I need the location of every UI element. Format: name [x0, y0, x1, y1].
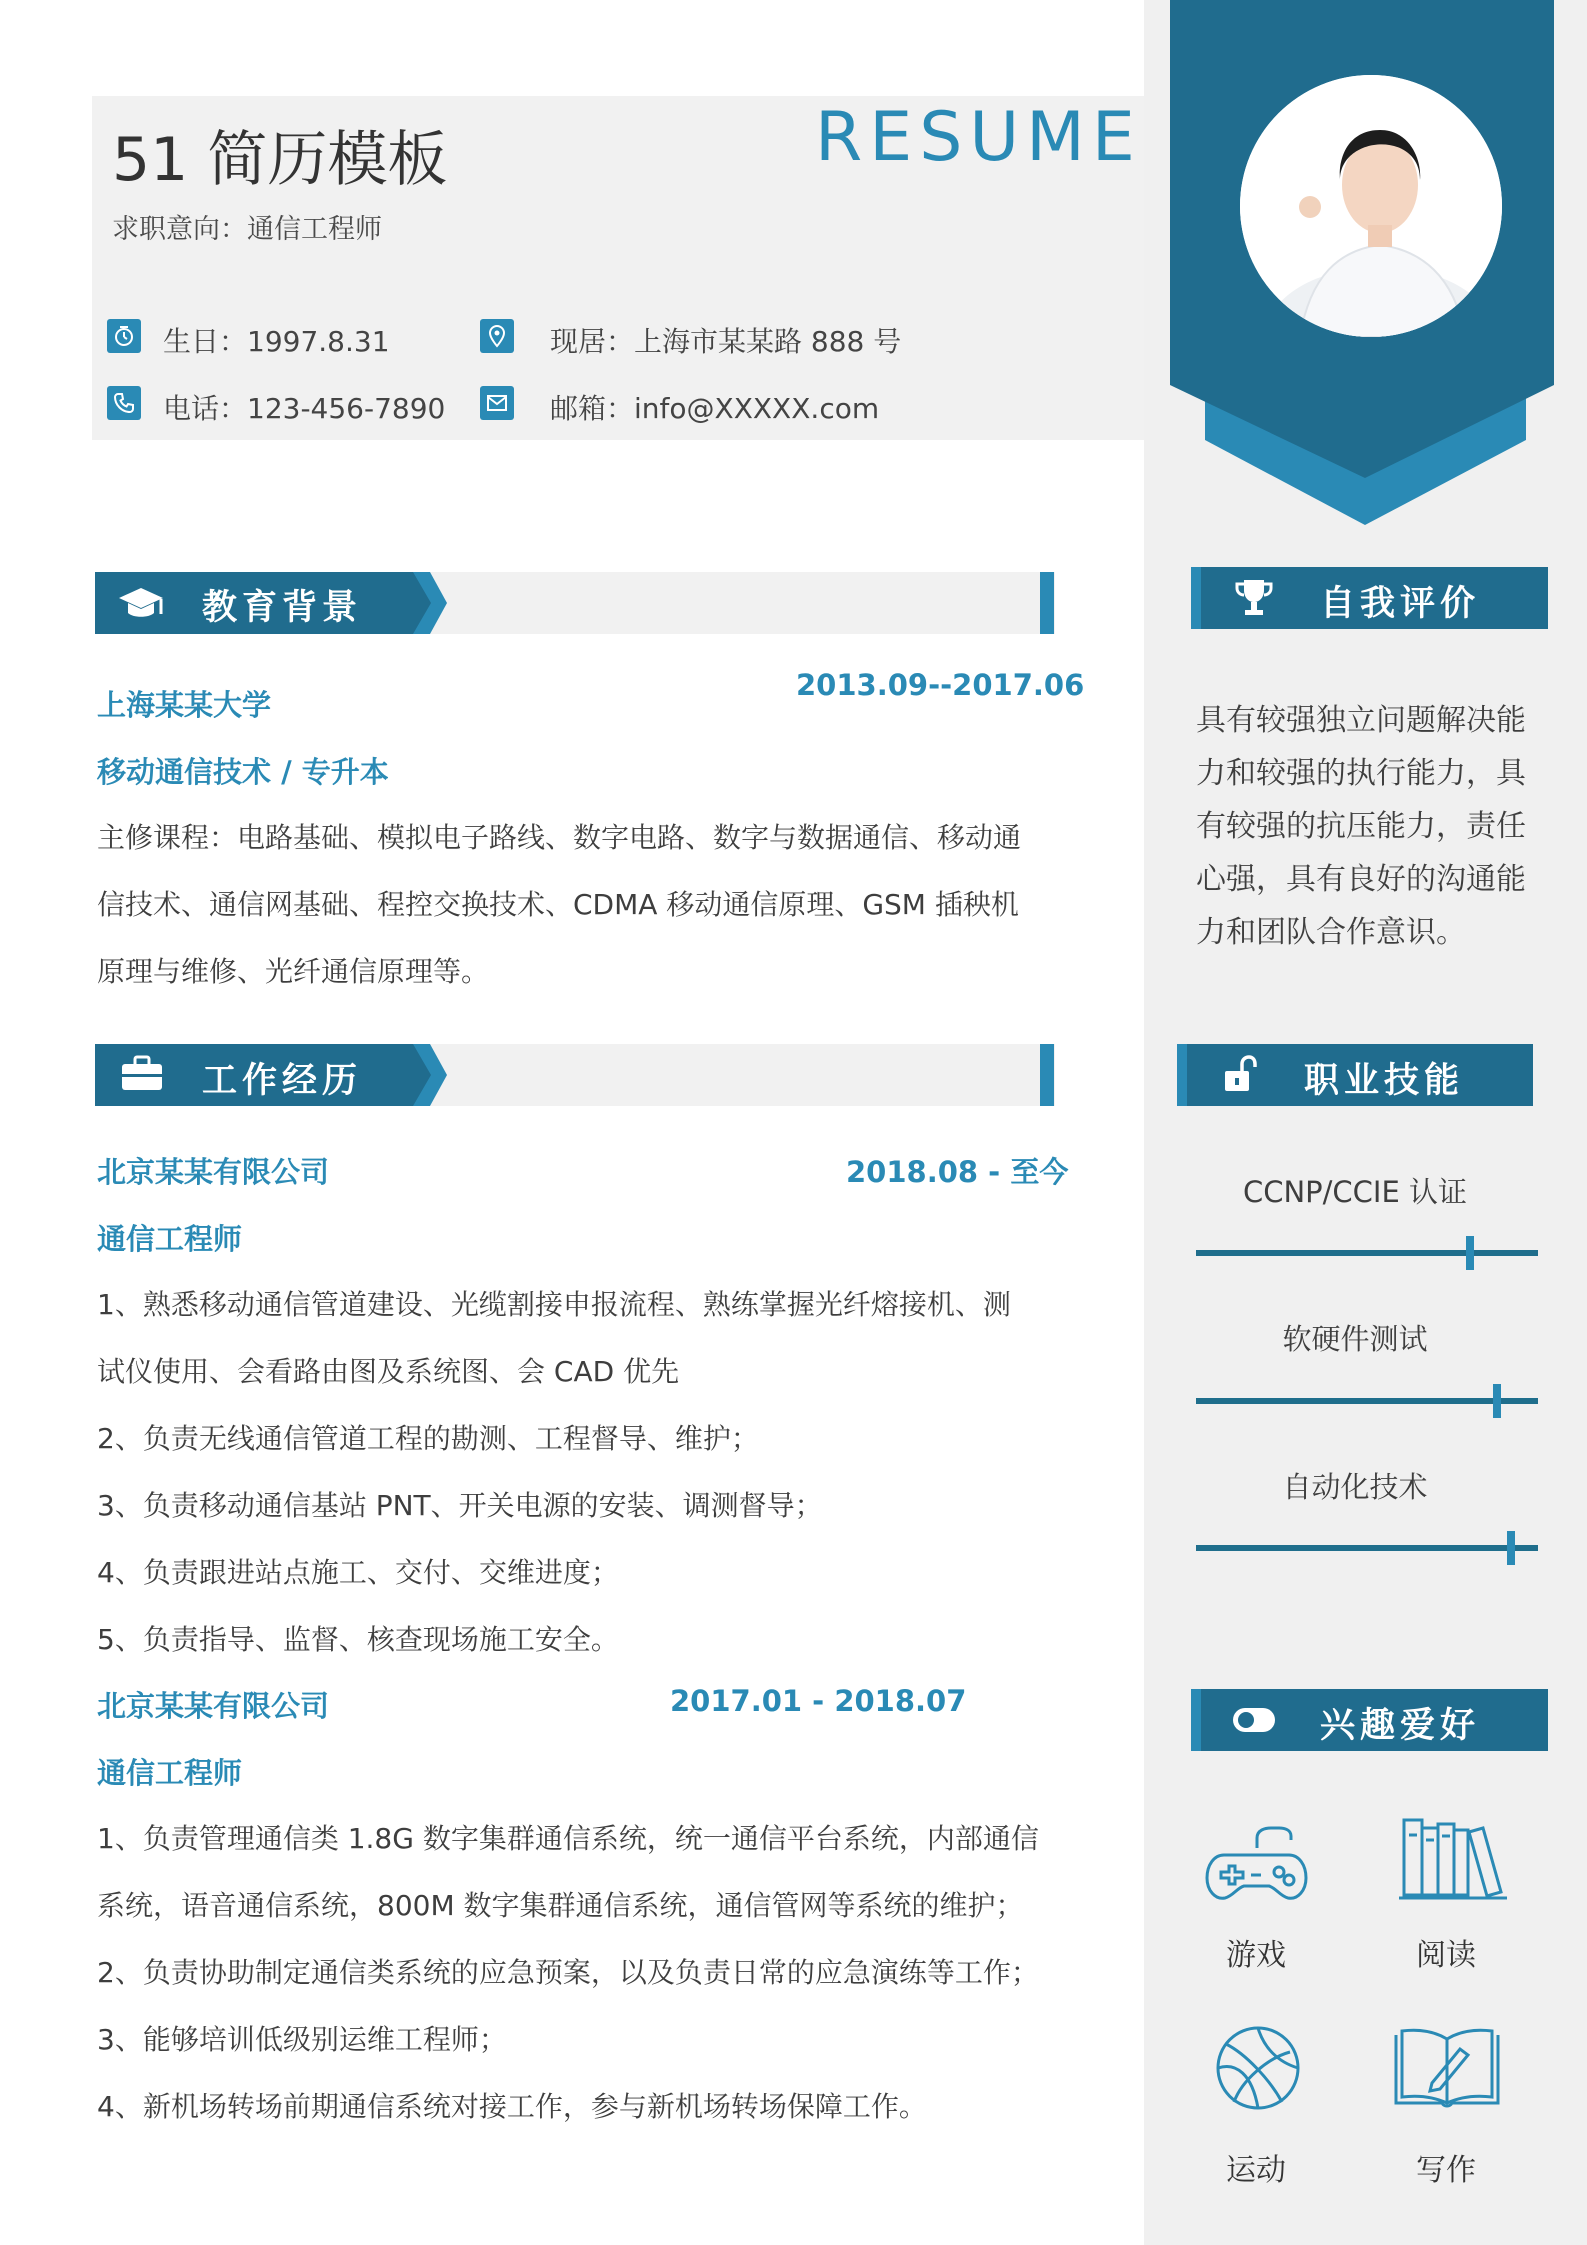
job2-duty-line: 2、负责协助制定通信类系统的应急预案，以及负责日常的应急演练等工作； [97, 1956, 1039, 1989]
mail-icon [480, 386, 514, 420]
toggle-icon [1232, 1705, 1276, 1739]
course-line: 原理与维修、光纤通信原理等。 [97, 955, 490, 988]
trophy-icon [1234, 576, 1274, 622]
skill-name: CCNP/CCIE 认证 [1242, 1175, 1468, 1209]
course-line: 主修课程：电路基础、模拟电子路线、数字电路、数字与数据通信、移动通 [97, 821, 1022, 854]
gamepad-icon [1199, 1810, 1314, 1914]
job-intent: 求职意向：通信工程师 [112, 214, 382, 245]
work-header-endcap [1040, 1044, 1054, 1106]
hobby-label: 阅读 [1416, 1938, 1476, 1973]
unlock-icon [1222, 1054, 1258, 1098]
location-pin-icon [480, 319, 514, 353]
job2-duty-line: 1、负责管理通信类 1.8G 数字集群通信系统，统一通信平台系统，内部通信 [97, 1822, 1039, 1855]
skill-track [1196, 1250, 1538, 1256]
self-eval-title: 自我评价 [1320, 584, 1481, 624]
skill-name: 软硬件测试 [1282, 1322, 1428, 1356]
job1-period: 2018.08 - 至今 [846, 1155, 1069, 1189]
self-eval-line: 心强，具有良好的沟通能 [1196, 862, 1526, 897]
hobby-label: 游戏 [1226, 1938, 1286, 1973]
job2-company: 北京某某有限公司 [97, 1689, 330, 1723]
skill-level-marker [1493, 1384, 1501, 1418]
course-line: 信技术、通信网基础、程控交换技术、CDMA 移动通信原理、GSM 插秧机 [97, 888, 1019, 921]
resume-heading: RESUME [815, 98, 1142, 177]
skills-header-accent [1177, 1044, 1187, 1106]
avatar-illustration [1240, 75, 1502, 337]
self-eval-header-accent [1191, 567, 1201, 629]
skill-track [1196, 1398, 1538, 1404]
email-text: 邮箱：info@XXXXX.com [550, 392, 880, 425]
clock-icon [107, 319, 141, 353]
books-icon [1399, 1810, 1509, 1909]
job2-duty-line: 4、新机场转场前期通信系统对接工作，参与新机场转场保障工作。 [97, 2090, 927, 2123]
job2-role: 通信工程师 [97, 1756, 243, 1790]
job1-duty-line: 4、负责跟进站点施工、交付、交维进度； [97, 1556, 619, 1589]
birthday-text: 生日：1997.8.31 [163, 325, 390, 358]
job2-duty-line: 3、能够培训低级别运维工程师； [97, 2023, 507, 2056]
job2-duty-line: 系统，语音通信系统，800M 数字集群通信系统，通信管网等系统的维护； [97, 1889, 1024, 1922]
job1-duty-line: 3、负责移动通信基站 PNT、开关电源的安装、调测督导； [97, 1489, 823, 1522]
hobby-label: 写作 [1416, 2153, 1476, 2188]
job1-duty-line: 5、负责指导、监督、核查现场施工安全。 [97, 1623, 619, 1656]
notebook-pen-icon [1390, 2025, 1505, 2119]
self-eval-line: 具有较强独立问题解决能 [1196, 703, 1526, 738]
job2-period: 2017.01 - 2018.07 [670, 1684, 967, 1718]
basketball-icon [1212, 2022, 1304, 2118]
phone-icon [107, 386, 141, 420]
profile-photo [1240, 75, 1502, 337]
candidate-name: 51 简历模板 [112, 125, 448, 195]
phone-text: 电话：123-456-7890 [163, 392, 446, 425]
education-title: 教育背景 [202, 588, 363, 628]
job1-duty-line: 1、熟悉移动通信管道建设、光缆割接申报流程、熟练掌握光纤熔接机、测 [97, 1288, 1011, 1321]
job1-role: 通信工程师 [97, 1222, 243, 1256]
job1-duty-line: 试仪使用、会看路由图及系统图、会 CAD 优先 [97, 1355, 680, 1388]
self-eval-line: 力和团队合作意识。 [1196, 915, 1466, 950]
job1-company: 北京某某有限公司 [97, 1155, 330, 1189]
education-header-endcap [1040, 572, 1054, 634]
skill-level-marker [1507, 1531, 1515, 1565]
skill-track [1196, 1545, 1538, 1551]
education-period: 2013.09--2017.06 [796, 668, 1085, 702]
address-text: 现居：上海市某某路 888 号 [550, 325, 902, 358]
self-eval-line: 力和较强的执行能力，具 [1196, 756, 1526, 791]
hobbies-title: 兴趣爱好 [1320, 1706, 1481, 1746]
job1-duty-line: 2、负责无线通信管道工程的勘测、工程督导、维护； [97, 1422, 759, 1455]
school-name: 上海某某大学 [97, 688, 272, 722]
hobbies-header-accent [1191, 1689, 1201, 1751]
skills-title: 职业技能 [1304, 1061, 1465, 1101]
briefcase-icon [120, 1054, 164, 1098]
skill-level-marker [1466, 1236, 1474, 1270]
graduation-cap-icon [117, 582, 165, 628]
self-eval-line: 有较强的抗压能力，责任 [1196, 809, 1526, 844]
hobby-label: 运动 [1226, 2153, 1286, 2188]
skill-name: 自动化技术 [1282, 1470, 1428, 1504]
major-text: 移动通信技术 / 专升本 [97, 755, 389, 789]
work-title: 工作经历 [202, 1061, 363, 1101]
